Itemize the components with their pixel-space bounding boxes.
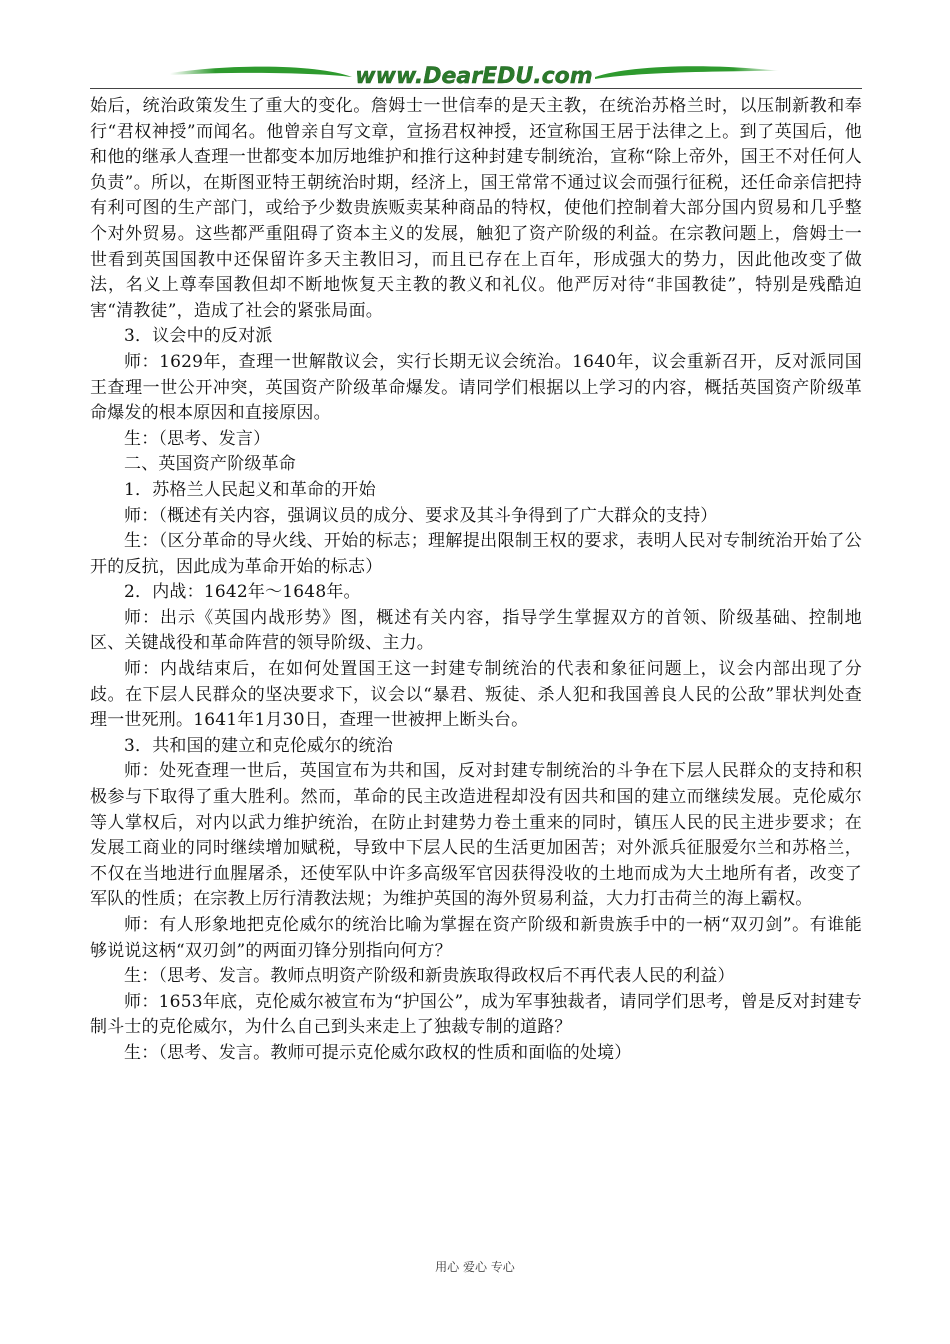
paragraph: 始后，统治政策发生了重大的变化。詹姆士一世信奉的是天主教，在统治苏格兰时，以压制新教和奉行“君权神授”而闻名。他曾亲自写文章，宣扬君权神授，还宣称国王居于法律之上。到了英国后，他和他的继承人查理一世都变本加厉地维护和推行这种封建专制统治，宣称“除上帝外，国王不对任何人负责”。所以，在斯图亚特王朝统治时期，经济上，国王常常不通过议会而强行征税，还任命亲信把持有利可图的生产部门，或给予少数贵族贩卖某种商品的特权，使他们控制着大部分国内贸易和几乎整个对外贸易。这些都严重阻碍了资本主义的发展，触犯了资产阶级的利益。在宗教问题上，詹姆士一世看到英国国教中还保留许多天主教旧习，而且已存在上百年，形成强大的势力，因此他改变了做法，名义上尊奉国教但却不断地恢复天主教的教义和礼仪。他严厉对待“非国教徒”，特别是残酷迫害“清教徒”，造成了社会的紧张局面。: [90, 96, 862, 321]
paragraph: 师：1629年，查理一世解散议会，实行长期无议会统治。1640年，议会重新召开，反对派同国王查理一世公开冲突，英国资产阶级革命爆发。请同学们根据以上学习的内容，概括英国资产阶级革命爆发的根本原因和直接原因。: [90, 351, 862, 424]
paragraph: 师：出示《英国内战形势》图，概述有关内容，指导学生掌握双方的首领、阶级基础、控制地区、关键战役和革命阵营的领导阶级、主力。: [90, 607, 862, 654]
left-swoosh: [170, 67, 352, 77]
document-body: [90, 94, 862, 1067]
paragraph: 生：（区分革命的导火线、开始的标志；理解提出限制王权的要求，表明人民对专制统治开始了公开的反抗，因此成为革命开始的标志）: [90, 531, 862, 577]
paragraph: 3．共和国的建立和克伦威尔的统治: [124, 735, 394, 756]
paragraph: 3．议会中的反对派: [124, 326, 273, 347]
paragraph: 生：（思考、发言。教师可提示克伦威尔政权的性质和面临的处境）: [124, 1042, 632, 1063]
paragraph: 生：（思考、发言）: [124, 428, 271, 449]
header-divider: [90, 88, 862, 89]
paragraph: 生：（思考、发言。教师点明资产阶级和新贵族取得政权后不再代表人民的利益）: [124, 966, 735, 987]
paragraph: 师：1653年底，克伦威尔被宣布为“护国公”，成为军事独裁者，请同学们思考，曾是反对封建专制斗士的克伦威尔，为什么自己到头来走上了独裁专制的道路？: [90, 991, 862, 1038]
dearedu-logo: [90, 55, 860, 95]
paragraph: 2．内战：1642年～1648年。: [124, 582, 361, 603]
site-header: [90, 55, 860, 95]
right-swoosh: [595, 66, 780, 79]
paragraph: 师：（概述有关内容，强调议员的成分、要求及其斗争得到了广大群众的支持）: [124, 505, 718, 526]
site-name: www.DearEDU.com: [355, 64, 593, 89]
paragraph: 师：处死查理一世后，英国宣布为共和国，反对封建专制统治的斗争在下层人民群众的支持和积极参与下取得了重大胜利。然而，革命的民主改造进程却没有因共和国的建立而继续发展。克伦威尔等人掌权后，对内以武力维护统治，在防止封建势力卷土重来的同时，镇压人民的民主进步要求；在发展工商业的同时继续增加赋税，导致中下层人民的生活更加困苦；对外派兵征服爱尔兰和苏格兰，不仅在当地进行血腥屠杀，还使军队中许多高级军官因获得没收的土地而成为大土地所有者，改变了军队的性质；在宗教上厉行清教法规；为维护英国的海外贸易利益，大力打击荷兰的海上霸权。: [90, 761, 862, 910]
paragraph: 师：有人形象地把克伦威尔的统治比喻为掌握在资产阶级和新贵族手中的一柄“双刃剑”。有谁能够说说这柄“双刃剑”的两面刃锋分别指向何方？: [90, 915, 862, 961]
paragraph: 1．苏格兰人民起义和革命的开始: [124, 479, 376, 500]
paragraph: 二、英国资产阶级革命: [124, 454, 296, 475]
paragraph: 师：内战结束后，在如何处置国王这一封建专制统治的代表和象征问题上，议会内部出现了分歧。在下层人民群众的坚决要求下，议会以“暴君、叛徒、杀人犯和我国善良人民的公敌”罪状判处查理一世死刑。1641年1月30日，查理一世被押上断头台。: [90, 659, 862, 731]
page-footer: 用心 爱心 专心: [435, 1260, 515, 1274]
